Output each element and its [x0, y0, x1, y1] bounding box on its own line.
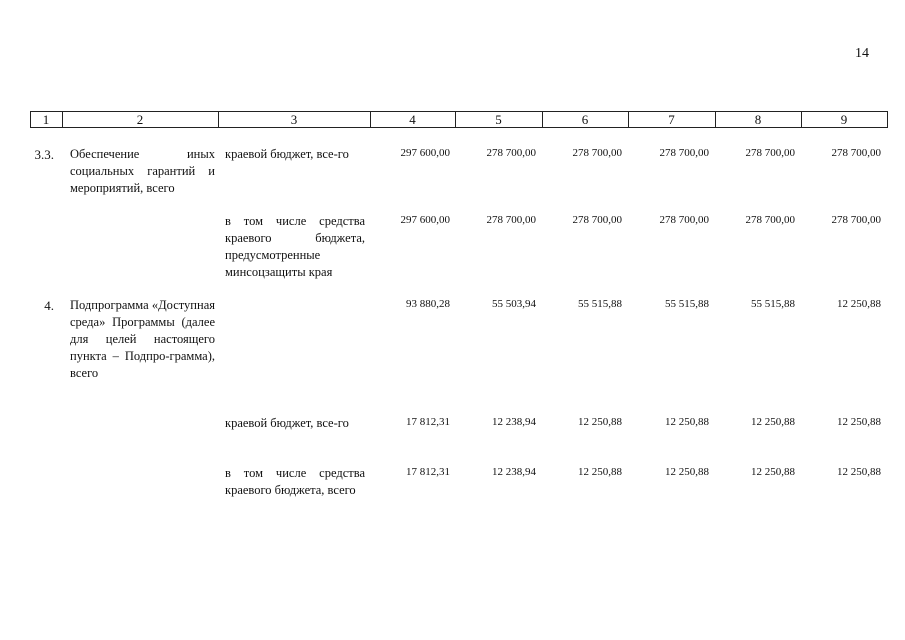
funding-source: в том числе средства краевого бюджета, предусмотренные минсоцзащиты края — [225, 214, 365, 279]
header-cell: 1 — [42, 112, 50, 127]
value-col-4: 17 812,31 — [406, 466, 450, 478]
table-header-row — [30, 111, 888, 128]
header-divider — [887, 111, 888, 128]
value-col-7: 12 250,88 — [665, 466, 709, 478]
value-col-9: 12 250,88 — [837, 298, 881, 310]
value-col-9: 12 250,88 — [837, 416, 881, 428]
value-col-6: 278 700,00 — [572, 214, 622, 226]
value-col-7: 12 250,88 — [665, 416, 709, 428]
value-col-5: 278 700,00 — [486, 214, 536, 226]
value-col-5: 12 238,94 — [492, 416, 536, 428]
value-col-9: 12 250,88 — [837, 466, 881, 478]
header-cell: 7 — [668, 112, 675, 127]
header-bottom-border — [30, 127, 888, 128]
value-col-7: 55 515,88 — [665, 298, 709, 310]
header-cell: 3 — [290, 112, 298, 127]
value-col-5: 278 700,00 — [486, 147, 536, 159]
header-cell: 2 — [136, 112, 144, 127]
row-name: Подпрограмма «Доступная среда» Программы (далее для целей настоящего пункта – Подпро-грамма), всего — [70, 298, 215, 380]
value-col-7: 278 700,00 — [659, 214, 709, 226]
value-col-6: 278 700,00 — [572, 147, 622, 159]
value-col-4: 297 600,00 — [400, 214, 450, 226]
page-number: 14 — [855, 46, 869, 61]
value-col-8: 278 700,00 — [745, 147, 795, 159]
value-col-8: 55 515,88 — [751, 298, 795, 310]
value-col-5: 55 503,94 — [492, 298, 536, 310]
value-col-8: 12 250,88 — [751, 416, 795, 428]
value-col-4: 297 600,00 — [400, 147, 450, 159]
value-col-8: 278 700,00 — [745, 214, 795, 226]
row-number: 3.3. — [34, 147, 54, 162]
value-col-6: 55 515,88 — [578, 298, 622, 310]
funding-source: в том числе средства краевого бюджета, всего — [225, 466, 365, 497]
funding-source: краевой бюджет, все-го — [225, 416, 349, 430]
header-cell: 8 — [754, 112, 762, 127]
value-col-8: 12 250,88 — [751, 466, 795, 478]
row-name: Обеспечение иных социальных гарантий и мероприятий, всего — [70, 147, 215, 195]
value-col-9: 278 700,00 — [831, 147, 881, 159]
value-col-7: 278 700,00 — [659, 147, 709, 159]
header-cell: 6 — [581, 112, 589, 127]
value-col-6: 12 250,88 — [578, 466, 622, 478]
row-number: 4. — [44, 298, 54, 313]
value-col-5: 12 238,94 — [492, 466, 536, 478]
header-cell: 5 — [495, 112, 502, 127]
value-col-9: 278 700,00 — [831, 214, 881, 226]
header-cell: 4 — [409, 112, 416, 127]
header-cell: 9 — [840, 112, 848, 127]
value-col-4: 93 880,28 — [406, 298, 450, 310]
funding-source: краевой бюджет, все-го — [225, 147, 349, 161]
value-col-4: 17 812,31 — [406, 416, 450, 428]
value-col-6: 12 250,88 — [578, 416, 622, 428]
